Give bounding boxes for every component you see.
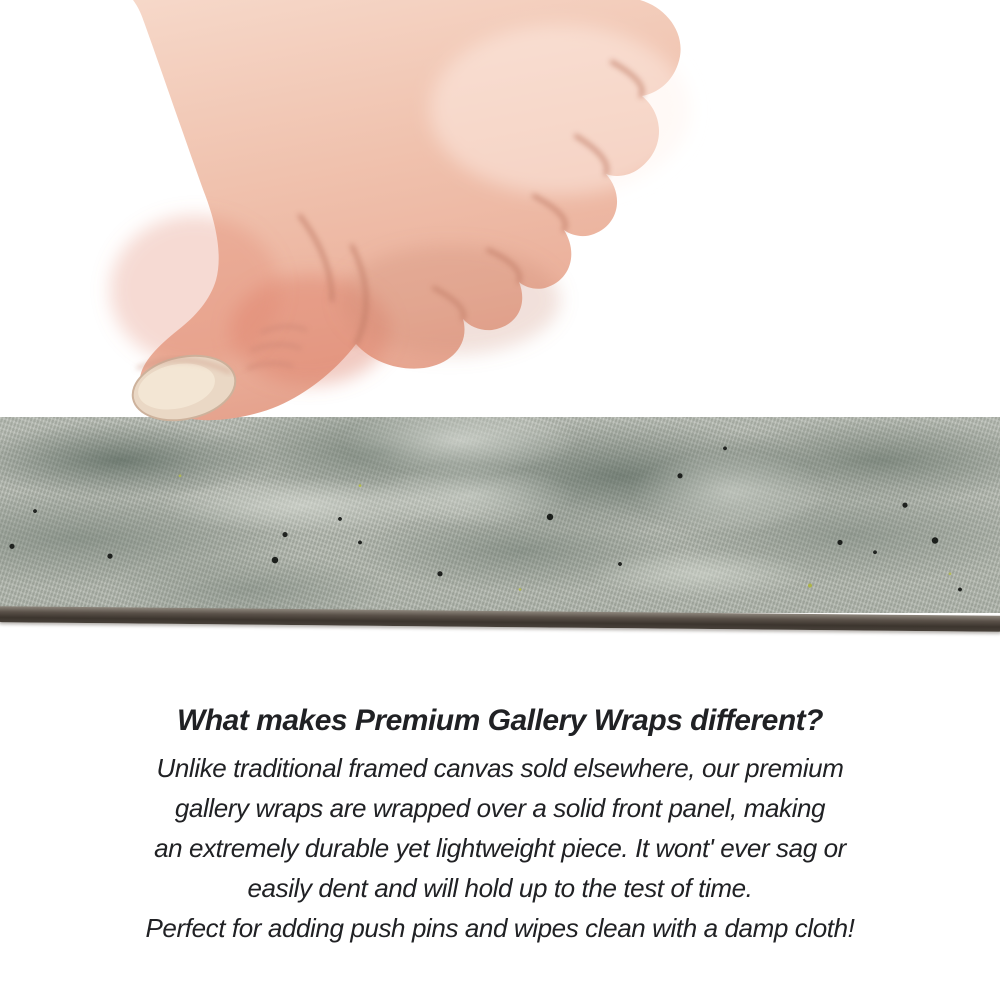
body-line: gallery wraps are wrapped over a solid front panel, making [174,793,826,823]
info-section [0,701,1000,948]
canvas-strip-photo [0,417,1000,613]
body-line: an extremely durable yet lightweight piece. It wont' ever sag or [154,833,846,863]
hand-thumb-press-icon [0,0,1000,432]
canvas-grain-texture [0,417,1000,613]
info-body [0,748,1000,948]
hand-photo [0,0,1000,432]
body-line: easily dent and will hold up to the test of time. [247,873,753,903]
knuckle-highlight [430,25,690,195]
palm-blush [110,215,280,365]
body-line: Unlike traditional framed canvas sold elsewhere, our premium [156,753,844,783]
info-heading: What makes Premium Gallery Wraps different? [177,704,823,737]
body-line: Perfect for adding push pins and wipes clean with a damp cloth! [145,913,855,943]
